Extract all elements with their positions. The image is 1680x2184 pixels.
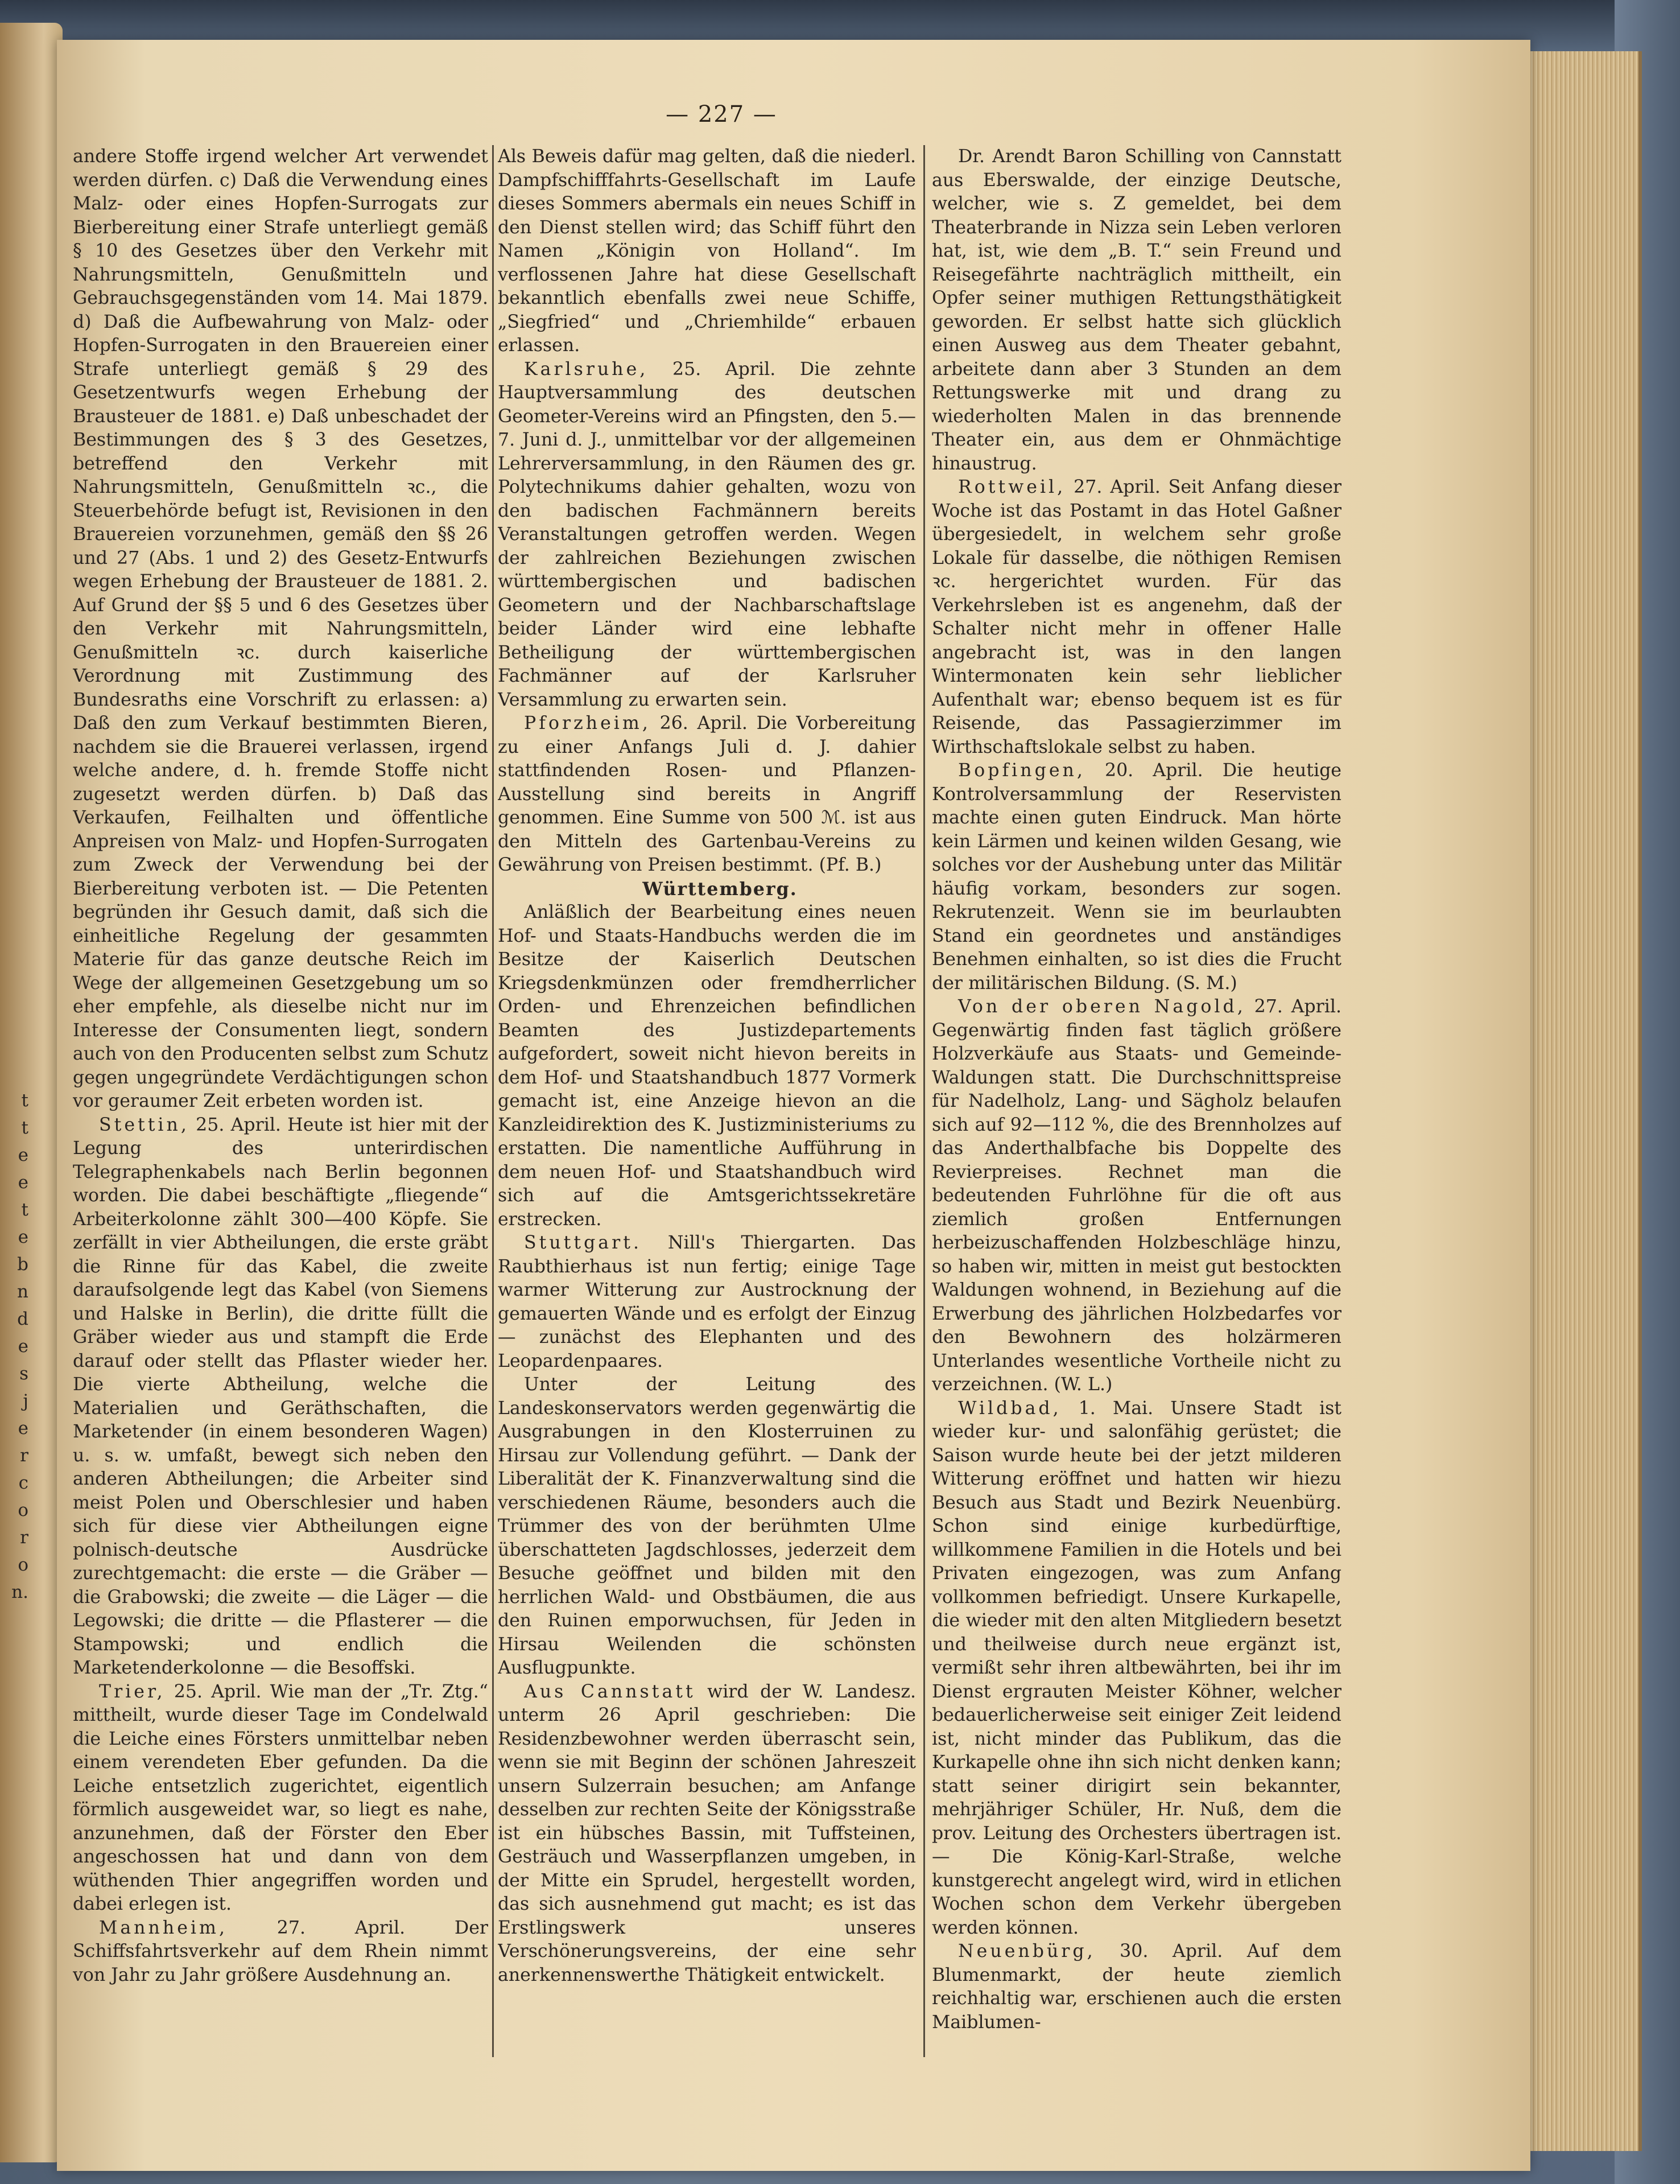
article-text: Als Beweis dafür mag gelten, daß die niederl. Dampfschifffahrts-Gesellschaft im Laufe dieses Sommers abermals ein neues Schiff in den Dienst stellen wird; das Schiff führt den Namen „Königin von Holland“. Im verflossenen Jahre hat diese Gesellschaft bekanntlich ebenfalls zwei neue Schiffe, „Siegfried“ und „Chriemhilde“ erbauen erlassen. — [498, 146, 916, 356]
article-text: 27. April. Seit Anfang dieser Woche ist das Postamt in das Hotel Gaßner übergesiedelt, in welchem sehr große Lokale für dasselbe, die nöthigen Remisen ꝛc. hergerichtet wurden. Für das Verkehrsleben ist es angenehm, daß der Schalter nicht mehr in offener Halle angebracht ist, was in den langen Wintermonaten kein sehr lieblicher Aufenthalt war; ebenso bequem ist es für Reisende, das Passagierzimmer im Wirthschaftslokale selbst zu haben. — [932, 477, 1341, 757]
dateline-place: Von der oberen Nagold, — [958, 996, 1246, 1017]
article-paragraph — [73, 1917, 488, 1988]
article-text: Unter der Leitung des Landeskonservators werden gegenwärtig die Ausgrabungen in den Klosterruinen zu Hirsau zur Vollendung geführt. — Dank der Liberalität der K. Finanzverwaltung sind die verschiedenen Räume, besonders auch die Trümmer des von der berühmten Ulme überschatteten Jagdschlosses, jederzeit dem Besuche geöffnet und bilden mit den herrlichen Wald- und Obstbäumen, die aus den Ruinen emporwuchsen, für Jeden in Hirsau Weilenden die schönsten Ausflugpunkte. — [498, 1374, 916, 1678]
article-paragraph — [932, 1397, 1341, 1940]
article-text: 20. April. Die heutige Kontrolversammlung der Reservisten machte einen guten Eindruck. Man hörte kein Lärmen und keinen wilden Gesang, wie solches vor der Aushebung unter das Militär häufig vorkam, besonders zur sogen. Rekrutenzeit. Wenn sie im beurlaubten Stand ein geordnetes und anständiges Benehmen einhalten, so ist dies die Frucht der militärischen Bildung. (S. M.) — [932, 760, 1341, 994]
article-text: Nill's Thiergarten. Das Raubthierhaus ist nun fertig; einige Tage warmer Witterung zur Austrocknung der gemauerten Wände und es erfolgt der Einzug — zunächst des Elephanten und des Leopardenpaares. — [498, 1233, 916, 1371]
dateline-place: Karlsruhe, — [524, 358, 649, 380]
text-column-2 — [498, 145, 916, 2142]
article-text: Anläßlich der Bearbeitung eines neuen Hof- und Staats-Handbuchs werden die im Besitze der Kaiserlich Deutschen Kriegsdenkmünzen oder fremdherrlicher Orden- und Ehrenzeichen befindlichen Beamten des Justizdepartements aufgefordert, soweit nicht hievon bereits in dem Hof- und Staatshandbuch 1877 Vormerk gemacht ist, eine Anzeige hievon an die Kanzleidirektion des K. Justizministeriums zu erstatten. Die namentliche Aufführung in dem neuen Hof- und Staatshandbuch wird sich auf die Amtsgerichtssekretäre erstrecken. — [498, 902, 916, 1230]
previous-page-fragment: o — [18, 1555, 28, 1575]
dateline-place: Stettin, — [99, 1114, 189, 1135]
text-column-3 — [932, 145, 1341, 2142]
dateline-place: Stuttgart. — [524, 1233, 642, 1253]
article-paragraph — [498, 1680, 916, 1988]
article-paragraph — [498, 712, 916, 877]
previous-page-fragment: t — [21, 1118, 28, 1138]
dateline-place: Rottweil, — [958, 477, 1066, 497]
article-text: 25. April. Heute ist hier mit der Legung des unterirdischen Telegraphenkabels nach Berlin begonnen worden. Die dabei beschäftigte „fliegende“ Arbeiterkolonne zählt 300—400 Köpfe. Sie zerfällt in vier Abtheilungen, die erste gräbt die Rinne für das Kabel, die zweite daraufsolgende legt das Kabel (von Siemens und Halske in Berlin), die dritte füllt die Gräber wieder aus und stampft die Erde darauf oder stellt das Pflaster wieder her. Die vierte Abtheilung, welche die Materialien und Geräthschaften, die Marketender (in einem besonderen Wagen) u. s. w. umfaßt, bewegt sich neben den anderen Abtheilungen; die Arbeiter sind meist Polen und Oberschlesier und haben sich für diese vier Abtheilungen eigne polnisch-deutsche Ausdrücke zurechtgemacht: die erste — die Gräber — die Grabowski; die zweite — die Läger — die Legowski; die dritte — die Pflasterer — die Stampowski; und endlich die Marketenderkolonne — die Besoffski. — [73, 1114, 488, 1678]
previous-page-fragment: e — [18, 1145, 28, 1165]
previous-page-fragment: e — [18, 1172, 28, 1193]
article-paragraph — [498, 145, 916, 358]
dateline-place: Bopfingen, — [958, 760, 1085, 781]
previous-page-fragment: r — [20, 1445, 28, 1466]
article-text: 25. April. Wie man der „Tr. Ztg.“ mittheilt, wurde dieser Tage im Condelwald die Leiche eines Försters unmittelbar neben einem verendeten Eber gefunden. Da die Leiche entsetzlich zugerichtet, eigentlich förmlich ausgeweidet war, so liegt es nahe, anzunehmen, daß der Förster den Eber angeschossen hat und dann von dem wüthenden Thier angegriffen worden und dabei erlegen ist. — [73, 1681, 488, 1914]
previous-page-fragment: e — [18, 1227, 28, 1247]
article-text: 30. April. Auf dem Blumenmarkt, der heute ziemlich reichhaltig war, erschienen auch die ersten Maiblumen- — [932, 1941, 1341, 2033]
dateline-place: Mannheim, — [99, 1917, 228, 1938]
previous-page-margin-text — [0, 1087, 28, 1606]
section-heading: Württemberg. — [642, 878, 798, 900]
article-paragraph — [73, 1680, 488, 1917]
previous-page-edge — [0, 23, 63, 2162]
previous-page-fragment: n. — [11, 1582, 28, 1602]
previous-page-fragment: c — [18, 1473, 28, 1493]
article-text: andere Stoffe irgend welcher Art verwendet werden dürfen. c) Daß die Verwendung eines Malz- oder eines Hopfen-Surrogats zur Bierbereitung einer Strafe unterliegt gemäß § 10 des Gesetzes über den Verkehr mit Nahrungsmitteln, Genußmitteln und Gebrauchsgegenständen vom 14. Mai 1879. d) Daß die Aufbewahrung von Malz- oder Hopfen-Surrogaten in den Brauereien einer Strafe unterliegt gemäß § 29 des Gesetzentwurfs wegen Erhebung der Brausteuer de 1881. e) Daß unbeschadet der Bestimmungen des § 3 des Gesetzes, betreffend den Verkehr mit Nahrungsmitteln, Genußmitteln ꝛc., die Steuerbehörde befugt ist, Revisionen in den Brauereien vorzunehmen, gemäß den §§ 26 und 27 (Abs. 1 und 2) des Gesetz-Entwurfs wegen Erhebung der Brausteuer de 1881. 2. Auf Grund der §§ 5 und 6 des Gesetzes über den Verkehr mit Nahrungsmitteln, Genußmitteln ꝛc. durch kaiserliche Verordnung mit Zustimmung des Bundesraths eine Vorschrift zu erlassen: a) Daß den zum Verkauf bestimmten Bieren, nachdem sie die Brauerei verlassen, irgend welche andere, d. h. fremde Stoffe nicht zugesetzt werden dürfen. b) Daß das Verkaufen, Feilhalten und öffentliche Anpreisen von Malz- und Hopfen-Surrogaten zum Zweck der Verwendung bei der Bierbereitung verboten ist. — Die Petenten begründen ihr Gesuch damit, daß sich die einheitliche Regelung der gesammten Materie für das ganze deutsche Reich im Wege der allgemeinen Gesetzgebung um so eher empfehle, als dieselbe nicht nur im Interesse der Consumenten liegt, sondern auch von den Producenten selbst zum Schutz gegen ungegründete Verdächtigungen schon vor geraumer Zeit erbeten worden ist. — [73, 146, 488, 1111]
article-text: wird der W. Landesz. unterm 26 April geschrieben: Die Residenzbewohner werden überrascht sein, wenn sie mit Beginn der schönen Jahreszeit unsern Sulzerrain besuchen; am Anfange desselben zur rechten Seite der Königsstraße ist ein hübsches Bassin, mit Tuffsteinen, Gesträuch und Wasserpflanzen umgeben, in der Mitte ein Sprudel, hergestellt worden, das sich ausnehmend gut macht; es ist das Erstlingswerk unseres Verschönerungsvereins, der eine sehr anerkennenswerthe Thätigkeit entwickelt. — [498, 1681, 916, 1985]
article-text: 1. Mai. Unsere Stadt ist wieder kur- und salonfähig gerüstet; die Saison wurde heute bei der jetzt milderen Witterung eröffnet und hatten wir hiezu Besuch aus Stadt und Bezirk Neuenbürg. Schon sind einige kurbedürftige, willkommene Familien in die Hotels und bei Privaten eingezogen, was zum Anfang vollkommen befriedigt. Unsere Kurkapelle, die wieder mit den alten Mitgliedern besetzt und theilweise durch neue ergänzt ist, vermißt sehr ihren altbewährten, bei ihr im Dienst ergrauten Meister Köhner, welcher bedauerlicherweise seit einiger Zeit leidend ist, nicht minder das Publikum, das die Kurkapelle ohne ihn sich nicht denken kann; statt seiner dirigirt sein bekannter, mehrjähriger Schüler, Hr. Nuß, dem die prov. Leitung des Orchesters übertragen ist. — Die König-Karl-Straße, welche kunstgerecht angelegt wird, wird in etlichen Wochen schon dem Verkehr übergeben werden können. — [932, 1398, 1341, 1938]
previous-page-fragment: t — [21, 1090, 28, 1111]
previous-page-fragment: s — [19, 1363, 28, 1384]
previous-page-fragment: d — [17, 1309, 28, 1329]
article-paragraph — [498, 1231, 916, 1373]
previous-page-fragment: r — [20, 1527, 28, 1548]
previous-page-fragment: o — [18, 1500, 28, 1520]
text-column-1 — [73, 145, 488, 2142]
previous-page-fragment: j — [23, 1391, 28, 1411]
previous-page-fragment: e — [18, 1418, 28, 1439]
previous-page-fragment: e — [18, 1336, 28, 1357]
article-text: 27. April. Gegenwärtig finden fast täglich größere Holzverkäufe aus Staats- und Gemeinde-Waldungen statt. Die Durchschnittspreise für Nadelholz, Lang- und Sägholz belaufen sich auf 92—112 %, die des Brennholzes auf das Anderthalbfache bis Doppelte des Revierpreises. Rechnet man die bedeutenden Fuhrlöhne für die oft aus ziemlich großen Entfernungen herbeizuschaffenden Holzbeschläge hinzu, so haben wir, mitten in meist gut bestockten Waldungen wohnend, in Beziehung auf die Erwerbung des jährlichen Holzbedarfes vor den Bewohnern des holzärmeren Unterlandes wesentliche Vortheile nicht zu verzeichnen. (W. L.) — [932, 996, 1341, 1395]
previous-page-fragment: t — [21, 1200, 28, 1220]
previous-page-fragment: b — [17, 1254, 28, 1275]
dateline-place: Aus Cannstatt — [524, 1681, 696, 1702]
article-paragraph — [932, 759, 1341, 995]
page-number: — 227 — — [666, 101, 777, 127]
column-rule — [923, 145, 925, 2057]
article-paragraph — [498, 901, 916, 1231]
dateline-place: Neuenbürg, — [958, 1941, 1096, 1962]
article-text: 27. April. Der Schiffsfahrtsverkehr auf dem Rhein nimmt von Jahr zu Jahr größere Ausdehnung an. — [73, 1917, 488, 1985]
article-paragraph — [73, 145, 488, 1114]
article-paragraph — [932, 145, 1341, 476]
article-text: Dr. Arendt Baron Schilling von Cannstatt aus Eberswalde, der einzige Deutsche, welcher, wie s. Z gemeldet, bei dem Theaterbrande in Nizza sein Leben verloren hat, ist, wie dem „B. T.“ sein Freund und Reisegefährte nachträglich mittheilt, ein Opfer seiner muthigen Rettungsthätigkeit geworden. Er selbst hatte sich glücklich einen Ausweg aus dem Theater gebahnt, arbeitete dann aber 3 Stunden an dem Rettungswerke mit und drang zu wiederholten Malen in das brennende Theater ein, aus dem er Ohnmächtige hinaustrug. — [932, 146, 1341, 474]
article-text: 25. April. Die zehnte Hauptversammlung des deutschen Geometer-Vereins wird an Pfingsten, den 5.—7. Juni d. J., unmittelbar vor der allgemeinen Lehrerversammlung, in den Räumen des gr. Polytechnikums dahier gehalten, wozu von den badischen Fachmännern bereits Veranstaltungen getroffen werden. Wegen der zahlreichen Beziehungen zwischen württembergischen und badischen Geometern und der Nachbarschaftslage beider Länder wird eine lebhafte Betheiligung der württembergischen Fachmänner auf der Karlsruher Versammlung zu erwarten sein. — [498, 358, 916, 710]
column-rule — [492, 145, 494, 2057]
article-text: 26. April. Die Vorbereitung zu einer Anfangs Juli d. J. dahier stattfindenden Rosen- und Pflanzen-Ausstellung sind bereits in Angriff genommen. Eine Summe von 500 ℳ. ist aus den Mitteln des Gartenbau-Vereins zu Gewährung von Preisen bestimmt. (Pf. B.) — [498, 713, 916, 875]
article-paragraph — [498, 358, 916, 712]
article-paragraph — [932, 476, 1341, 759]
article-paragraph — [932, 995, 1341, 1397]
dateline-place: Wildbad, — [958, 1398, 1062, 1419]
dateline-place: Trier, — [99, 1681, 166, 1702]
article-paragraph — [498, 1373, 916, 1680]
article-paragraph — [932, 1940, 1341, 2034]
dateline-place: Pforzheim, — [524, 713, 651, 734]
article-paragraph — [73, 1114, 488, 1680]
previous-page-fragment: n — [17, 1281, 28, 1302]
